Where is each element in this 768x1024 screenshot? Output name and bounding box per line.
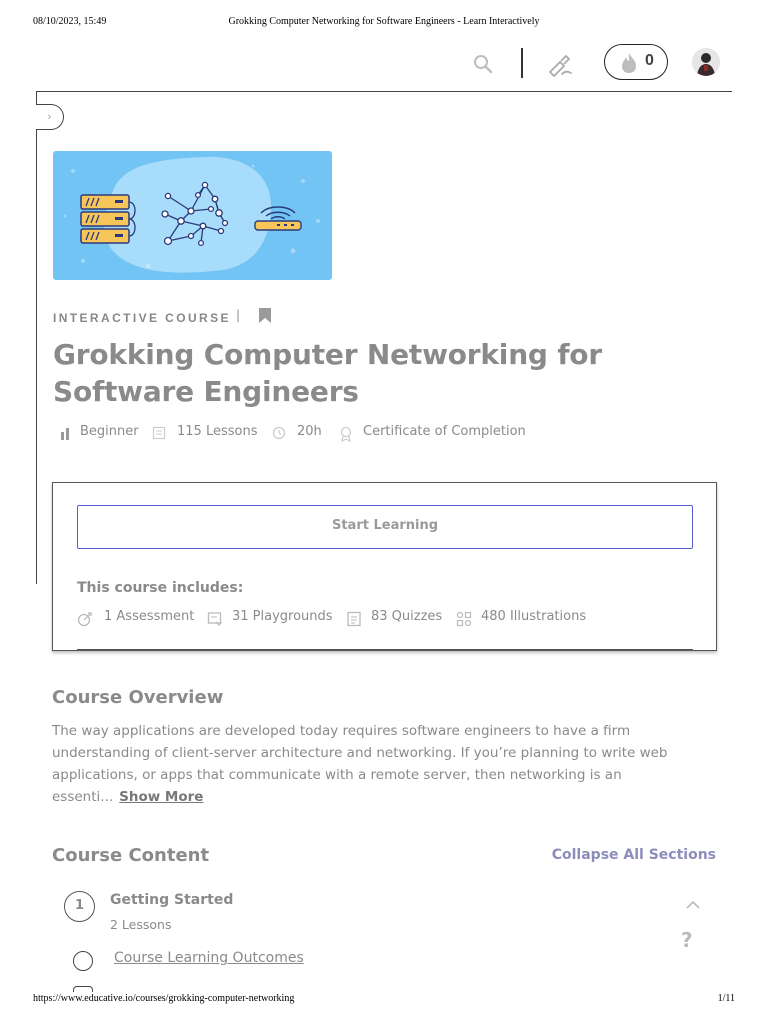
chevron-up-icon[interactable] <box>685 896 701 908</box>
certificate-icon <box>339 426 353 446</box>
playground-icon <box>207 611 223 631</box>
search-icon[interactable] <box>473 54 493 74</box>
playgrounds-count: 31 Playgrounds <box>232 609 333 624</box>
print-url: https://www.educative.io/courses/grokking-computer-networking <box>33 993 295 1004</box>
lesson-status-circle <box>73 951 93 971</box>
course-includes-card <box>52 482 717 651</box>
course-overview-heading: Course Overview <box>52 687 224 708</box>
course-content-heading: Course Content <box>52 845 210 866</box>
start-learning-button[interactable]: Start Learning <box>77 505 693 549</box>
pen-icon[interactable] <box>546 50 574 78</box>
print-date: 08/10/2023, 15:49 <box>33 16 107 27</box>
top-navigation <box>0 44 768 84</box>
collapse-all-sections-link[interactable]: Collapse All Sections <box>551 847 716 863</box>
lesson-link[interactable]: Course Learning Outcomes <box>114 950 304 966</box>
course-type-row <box>53 307 241 325</box>
show-more-link[interactable]: Show More <box>119 789 204 805</box>
clock-icon <box>272 426 286 444</box>
section-title[interactable]: Getting Started <box>110 892 234 908</box>
bookmark-icon[interactable] <box>258 307 272 324</box>
assessment-count: 1 Assessment <box>104 609 195 624</box>
card-divider <box>77 649 693 650</box>
server-rack-illustration <box>81 195 135 243</box>
course-lessons-count: 115 Lessons <box>177 424 258 439</box>
nav-divider <box>521 48 523 78</box>
print-page-title: Grokking Computer Networking for Software Engineers - Learn Interactively <box>228 16 540 27</box>
sidebar-toggle-button[interactable] <box>36 104 64 130</box>
lesson-status-circle <box>73 986 93 992</box>
illustrations-count: 480 Illustrations <box>481 609 587 624</box>
quizzes-count: 83 Quizzes <box>371 609 443 624</box>
type-separator: | <box>236 308 241 322</box>
print-footer <box>0 993 768 1007</box>
chevron-right-icon: › <box>47 110 52 123</box>
streak-count: 0 <box>645 52 654 69</box>
course-title: Grokking Computer Networking for Software Engineers <box>53 338 602 408</box>
content-frame-top-border <box>36 91 732 92</box>
streak-button[interactable] <box>604 44 668 80</box>
course-cover-image <box>53 151 332 280</box>
includes-title: This course includes: <box>77 580 244 596</box>
course-certificate: Certificate of Completion <box>363 424 526 439</box>
avatar[interactable] <box>692 48 720 76</box>
quiz-icon <box>346 611 362 631</box>
illustrations-icon <box>456 611 472 631</box>
overview-body: The way applications are developed today requires software engineers to have a firm understanding of client-server architecture and networking. If you’re planning to write web applications, or apps that communicate with a remote server, then networking is an essenti... <box>52 723 668 805</box>
print-header <box>0 16 768 30</box>
lessons-icon <box>152 426 166 444</box>
content-frame-left-border <box>36 91 37 584</box>
assessment-icon <box>77 611 93 631</box>
level-bars-icon <box>60 426 72 444</box>
course-type-label: INTERACTIVE COURSE <box>53 311 231 325</box>
help-icon[interactable]: ? <box>681 928 693 952</box>
section-number-badge: 1 <box>64 891 95 922</box>
flame-icon <box>619 52 639 74</box>
print-page-number: 1/11 <box>717 993 735 1004</box>
section-lessons-count: 2 Lessons <box>110 917 172 932</box>
course-level: Beginner <box>80 424 139 439</box>
course-overview-text <box>52 720 702 808</box>
course-duration: 20h <box>297 424 322 439</box>
